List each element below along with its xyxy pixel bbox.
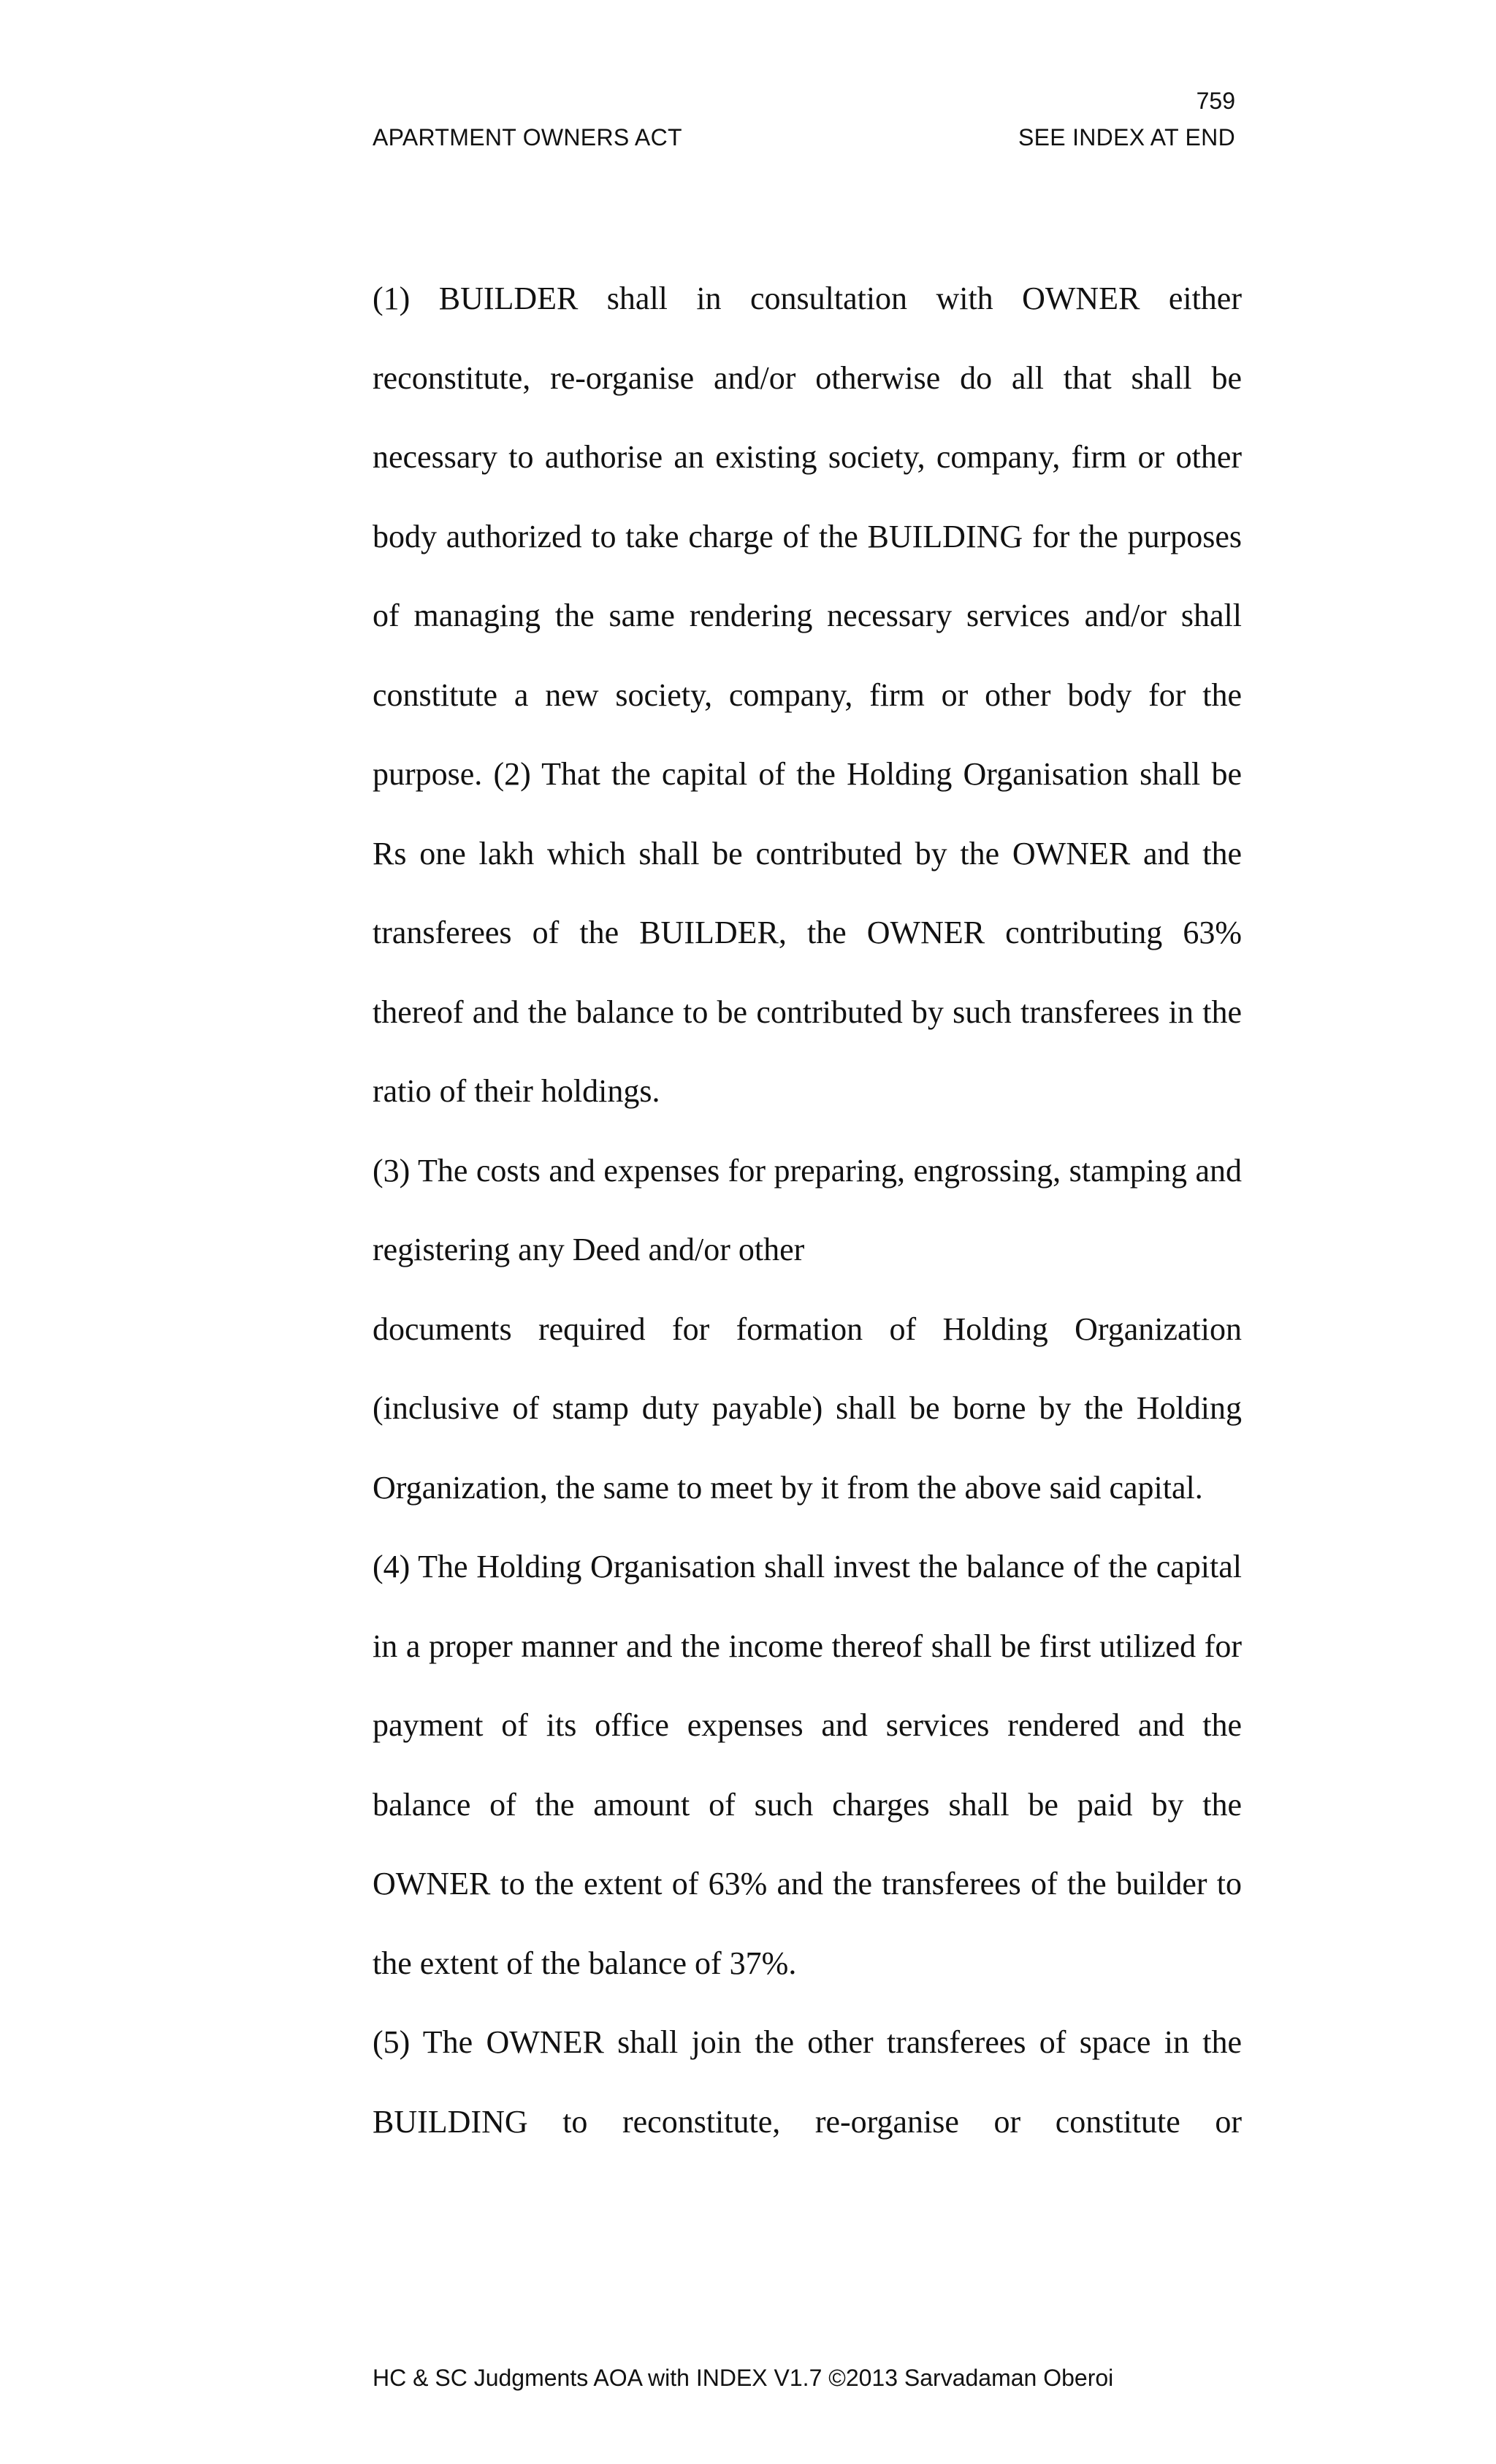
paragraph-1: (1) BUILDER shall in consultation with OWNER either reconstitute, re-organise and/or otherwise do all that shall be necessary to authorise an existing society, company, firm or other body authorized to take charge of the BUILDING for the purposes of managing the same rendering necessary services and/or shall constitute a new society, company, firm or other body for the purpose. (2) That the capital of the Holding Organisation shall be Rs one lakh which shall be contributed by the OWNER and the transferees of the BUILDER, the OWNER contributing 63% thereof and the balance to be contributed by such transferees in the ratio of their holdings. [373,281,1242,1109]
page-number: 759 [1196,88,1235,114]
paragraph-3: documents required for formation of Holding Organization (inclusive of stamp duty payable) shall be borne by the Holding Organization, the same to meet by it from the above said capital. [373,1311,1242,1506]
paragraph-2: (3) The costs and expenses for preparing, engrossing, stamping and registering any Deed and/or other [373,1152,1242,1267]
running-header-title: APARTMENT OWNERS ACT [373,124,682,150]
document-body [373,259,1242,2162]
paragraph-5: (5) The OWNER shall join the other transferees of space in the BUILDING to reconstitute, re-organise or constitute or [373,2024,1242,2140]
page-footer: HC & SC Judgments AOA with INDEX V1.7 ©2013 Sarvadaman Oberoi [373,2365,1114,2391]
paragraph-4: (4) The Holding Organisation shall invest the balance of the capital in a proper manner and the income thereof shall be first utilized for payment of its office expenses and services rendered and the balance of the amount of such charges shall be paid by the OWNER to the extent of 63% and the transferees of the builder to the extent of the balance of 37%. [373,1549,1242,1981]
running-header-index-note: SEE INDEX AT END [1018,124,1235,150]
